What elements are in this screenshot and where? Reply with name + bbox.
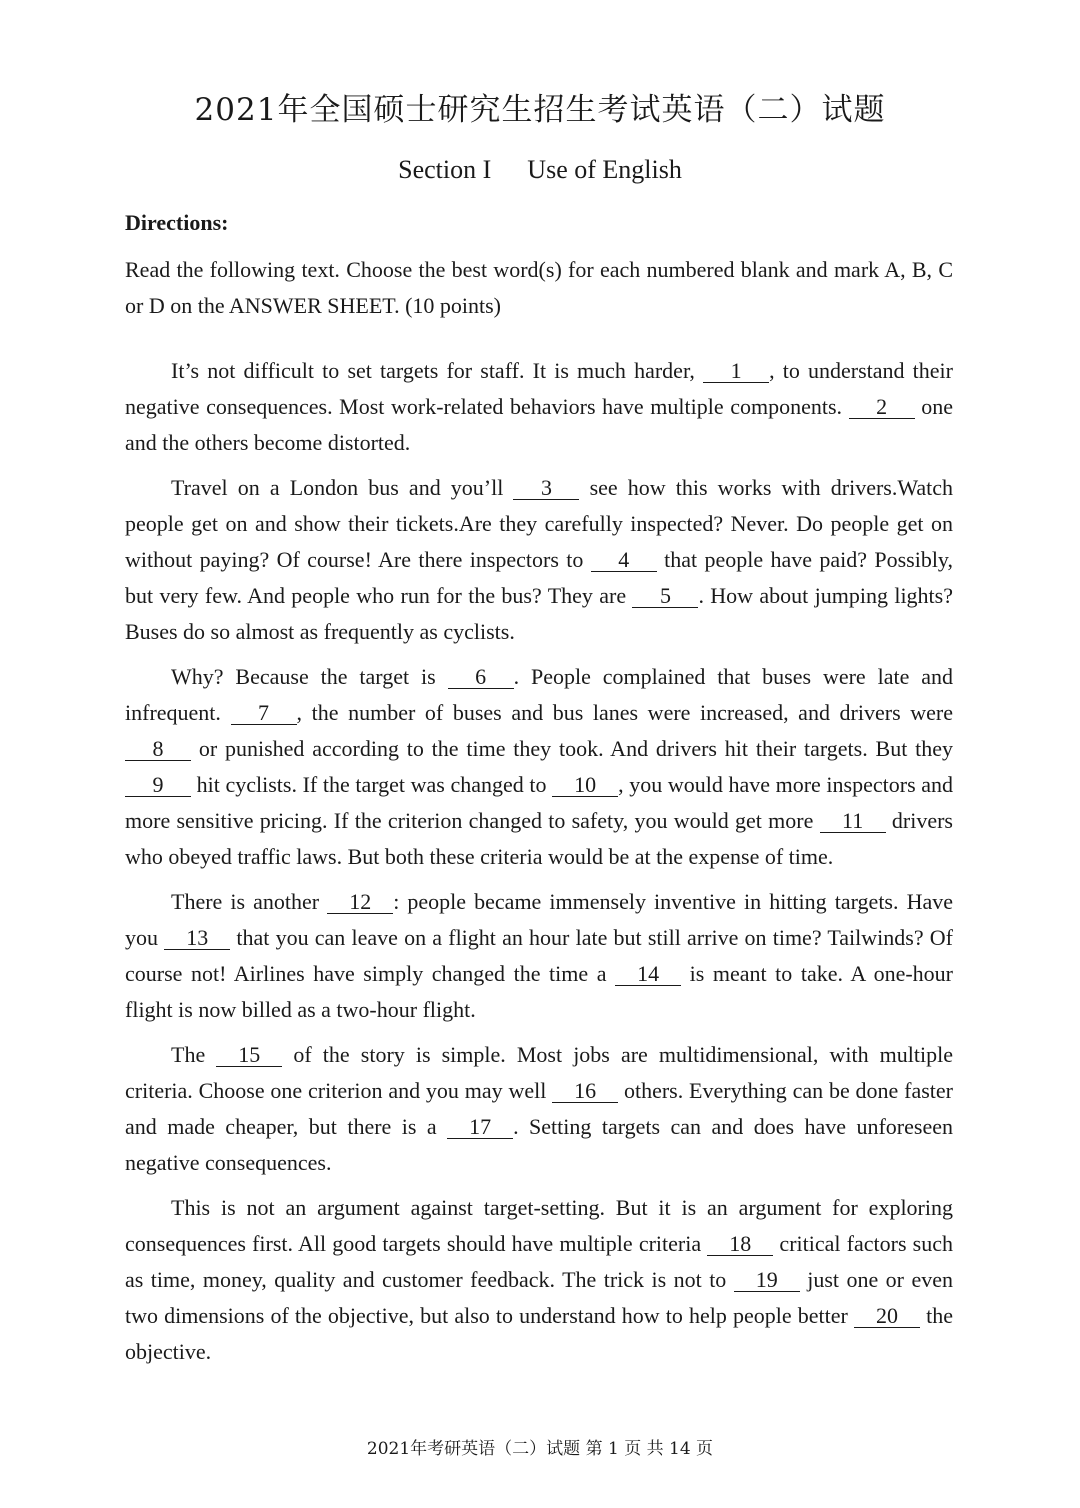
passage-text: , you would have more inspectors and more sensitive pricing. If the criterion changed to safety, you would get more bbox=[125, 772, 954, 833]
passage-paragraph bbox=[125, 1190, 953, 1370]
passage bbox=[125, 353, 953, 1379]
passage-text: hit cyclists. If the target was changed to bbox=[191, 772, 553, 797]
passage-paragraph bbox=[125, 884, 953, 1028]
blank-7: 7 bbox=[231, 702, 297, 725]
blank-11: 11 bbox=[820, 810, 886, 833]
passage-text: critical factors such as time, money, quality and customer feedback. The trick is not to bbox=[125, 1231, 953, 1292]
passage-paragraph bbox=[125, 470, 953, 650]
blank-1: 1 bbox=[703, 360, 769, 383]
blank-8: 8 bbox=[125, 738, 191, 761]
passage-text: This is not an argument against target-setting. But it is an argument for exploring consequences first. All good targets should have multiple criteria bbox=[125, 1195, 953, 1256]
passage-text: is meant to take. A one-hour flight is now billed as a two-hour flight. bbox=[125, 961, 954, 1022]
section-heading bbox=[0, 155, 1080, 185]
passage-text: , the number of buses and bus lanes were increased, and drivers were bbox=[296, 700, 953, 725]
passage-text: , to understand their negative consequences. Most work-related behaviors have multiple components. bbox=[125, 358, 954, 419]
passage-text: of the story is simple. Most jobs are multidimensional, with multiple criteria. Choose one criterion and you may well bbox=[125, 1042, 954, 1103]
passage-text: or punished according to the time they took. And drivers hit their targets. But they bbox=[191, 736, 953, 761]
passage-text: others. Everything can be done faster and made cheaper, but there is a bbox=[125, 1078, 953, 1139]
passage-text: that people have paid? Possibly, but very few. And people who run for the bus? They are bbox=[125, 547, 953, 608]
passage-text: It’s not difficult to set targets for staff. It is much harder, bbox=[171, 358, 704, 383]
section-name: Use of English bbox=[527, 155, 682, 184]
blank-18: 18 bbox=[707, 1233, 773, 1256]
blank-9: 9 bbox=[125, 774, 191, 797]
blank-19: 19 bbox=[734, 1269, 800, 1292]
passage-text: Why? Because the target is bbox=[171, 664, 448, 689]
blank-10: 10 bbox=[552, 774, 618, 797]
passage-text: just one or even two dimensions of the objective, but also to understand how to help people better bbox=[125, 1267, 953, 1328]
page-footer: 2021年考研英语（二）试题 第 1 页 共 14 页 bbox=[366, 1439, 714, 1459]
blank-20: 20 bbox=[854, 1305, 920, 1328]
passage-text: The bbox=[171, 1042, 217, 1067]
blank-12: 12 bbox=[327, 891, 393, 914]
passage-text: drivers who obeyed traffic laws. But both these criteria would be at the expense of time. bbox=[125, 808, 953, 869]
passage-text: . How about jumping lights? Buses do so almost as frequently as cyclists. bbox=[125, 583, 953, 644]
blank-16: 16 bbox=[552, 1080, 618, 1103]
passage-paragraph bbox=[125, 353, 953, 461]
passage-text: see how this works with drivers.Watch people get on and show their tickets.Are they carefully inspected? Never. Do people get on without paying? Of course! Are there inspectors to bbox=[125, 475, 953, 572]
passage-text: : people became immensely inventive in hitting targets. Have you bbox=[125, 889, 953, 950]
passage-text: the objective. bbox=[125, 1303, 953, 1364]
passage-text: . People complained that buses were late and infrequent. bbox=[125, 664, 953, 725]
blank-5: 5 bbox=[632, 585, 698, 608]
passage-text: that you can leave on a flight an hour late but still arrive on time? Tailwinds? Of course not! Airlines have simply changed the time a bbox=[125, 925, 954, 986]
passage-text: Travel on a London bus and you’ll bbox=[171, 475, 514, 500]
passage-text: one and the others become distorted. bbox=[125, 394, 953, 455]
blank-14: 14 bbox=[615, 963, 681, 986]
passage-text: . Setting targets can and does have unforeseen negative consequences. bbox=[125, 1114, 953, 1175]
blank-3: 3 bbox=[513, 477, 579, 500]
page-title: 2021年全国硕士研究生招生考试英语（二）试题 bbox=[194, 92, 886, 128]
passage-text: There is another bbox=[171, 889, 328, 914]
blank-4: 4 bbox=[591, 549, 657, 572]
directions-label: Directions: bbox=[125, 210, 229, 235]
blank-2: 2 bbox=[849, 396, 915, 419]
directions-text: Read the following text. Choose the best word(s) for each numbered blank and mark A, B, C or D on the ANSWER SHEET. (10 points) bbox=[125, 257, 953, 318]
blank-15: 15 bbox=[216, 1044, 282, 1067]
passage-paragraph bbox=[125, 659, 953, 875]
blank-17: 17 bbox=[447, 1116, 513, 1139]
blank-6: 6 bbox=[448, 666, 514, 689]
blank-13: 13 bbox=[164, 927, 230, 950]
passage-paragraph bbox=[125, 1037, 953, 1181]
section-label: Section I bbox=[398, 155, 492, 184]
